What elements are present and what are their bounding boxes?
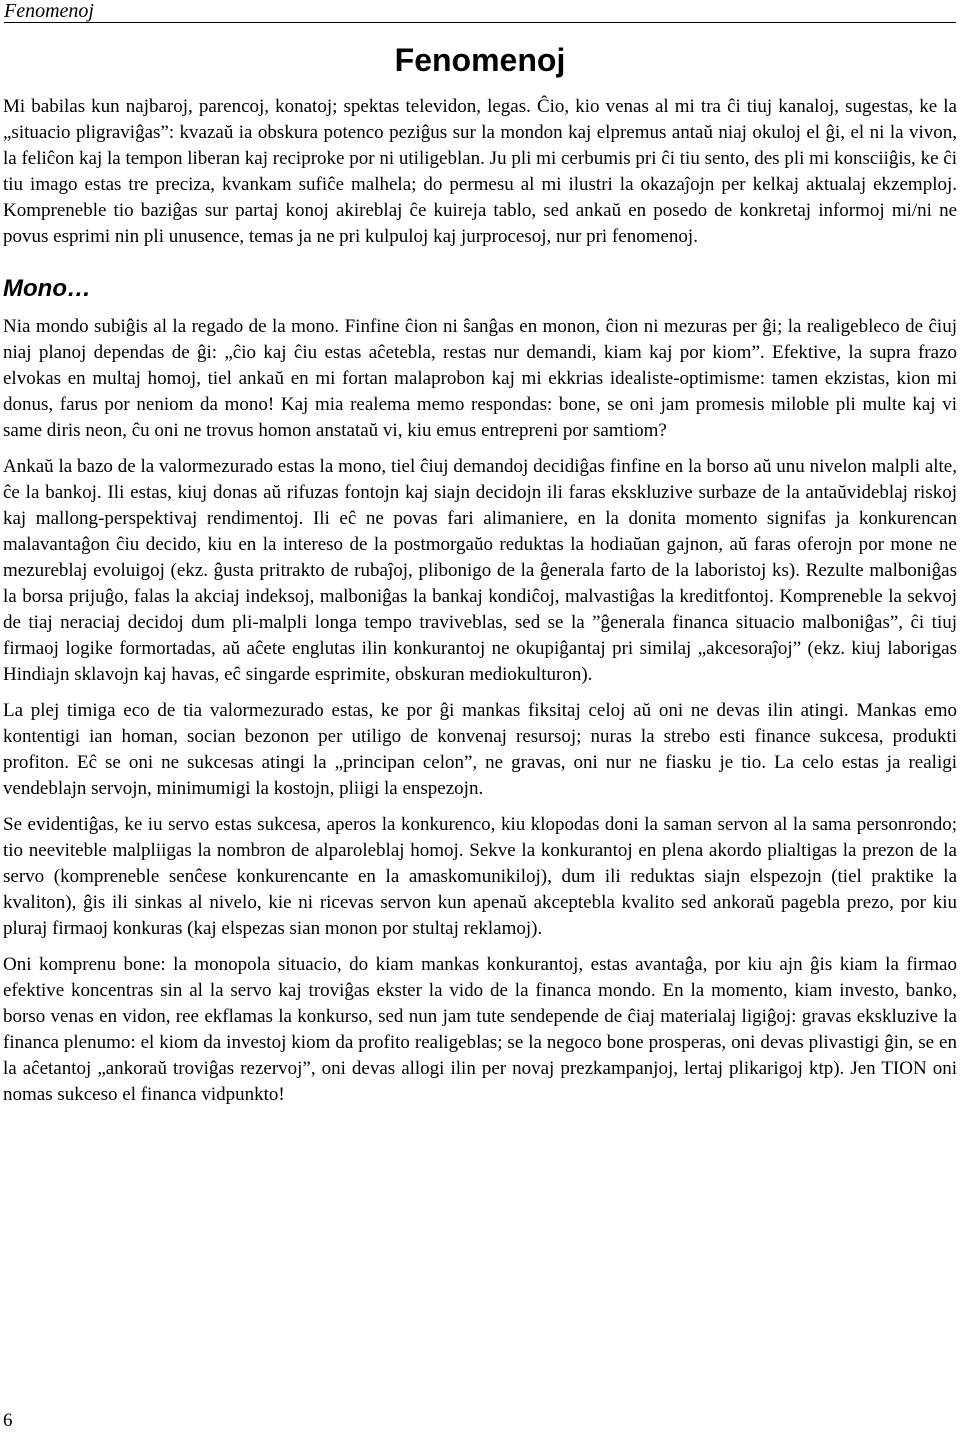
body-paragraph: Ankaŭ la bazo de la valormezurado estas la mono, tiel ĉiuj demandoj decidiĝas finfine en la borso aŭ unu nivelon malpli alte, ĉe la bankoj. Ili estas, kiuj donas aŭ rifuzas fontojn kaj siajn decidojn ili faras ekskluzive surbaze de la antaŭvideblaj riskoj kaj mallong-perspektivaj rendimentoj. Ili eĉ ne povas fari alimaniere, en la donita momento signifas ja konkurencan malavantaĝon ĉiu decido, kiu en la intereso de la postmorgaŭo reduktas la hodiaŭan gajnon, aŭ faras oferojn por mone ne mezureblaj evoluigoj (ekz. ĝusta pritrakto de rubaĵoj, plibonigo de la ĝenerala farto de la laboristoj ks). Rezulte malboniĝas la borsa prijuĝo, falas la akciaj indeksoj, malboniĝas la bankaj kondiĉoj, malvastiĝas la kreditfontoj. Kompreneble la sekvoj de tiaj neraciaj decidoj dum pli-malpli longa tempo traviveblas, sed se la ”ĝenerala financa situacio malboniĝas”, ĉi tiuj firmaoj logike formortadas, aŭ aĉete englutas ilin konkurantoj ne okupiĝantaj pri similaj „akcesoraĵoj” (ekz. kiuj laborigas Hindiajn sklavojn kaj havas, eĉ singarde esprimite, obskuran mediokulturon). — [3, 456, 957, 685]
intro-paragraph: Mi babilas kun najbaroj, parencoj, konatoj; spektas televidon, legas. Ĉio, kio venas al mi tra ĉi tiuj kanaloj, sugestas, ke la „situacio pligraviĝas”: kvazaŭ ia obskura potenco peziĝus sur la mondon kaj elpremus antaŭ niaj okuloj el ĝi, el ni la vivon, la feliĉon kaj la tempon liberan kaj reciproke por ni utiligeblan. Ju pli mi cerbumis pri ĉi tiu sento, des pli mi konsciiĝis, ke ĉi tiu imago estas tre preciza, kvankam sufiĉe malhela; do permesu al mi ilustri la okazaĵojn per kelkaj aktualaj ekzemploj. Kompreneble tio baziĝas sur partaj konoj akireblaj ĉe kuireja tablo, sed ankaŭ en posedo de konkretaj informoj mi/ni ne povus esprimi nin pli unusence, temas ja ne pri kulpuloj kaj jurprocesoj, nur pri fenomenoj. — [3, 96, 957, 247]
body-text — [3, 94, 957, 1108]
body-paragraph: Oni komprenu bone: la monopola situacio, do kiam mankas konkurantoj, estas avantaĝa, por kiu ajn ĝis kiam la firmao efektive koncentras sin al la servo kaj troviĝas ekster la vido de la financa mondo. En la momento, kiam investo, banko, borso venas en vidon, ree ekflamas la konkurso, sed nun jam tute sendepende de ĉiaj materialaj ligiĝoj: gravas ekskluzive la financa plenumo: el kiom da investoj kiom da profito realigeblas; se la negoco bone prosperas, oni devas plivastigi ĝin, se en la aĉetantoj „ankoraŭ troviĝas rezervoj”, oni devas allogi ilin per novaj prezkampanjoj, lertaj plikarigoj ktp). Jen TION oni nomas sukceso el financa vidpunkto! — [3, 954, 957, 1105]
page-number: 6 — [3, 1410, 13, 1431]
body-paragraph: La plej timiga eco de tia valormezurado estas, ke por ĝi mankas fiksitaj celoj aŭ oni ne devas ilin atingi. Mankas emo kontentigi ian homan, socian bezonon per utiligo de konvenaj resursoj; nuras la strebo esti finance sukcesa, produkti profiton. Eĉ se oni ne sukcesas atingi la „principan celon”, ne gravas, oni nur ne fiasku je tio. La celo estas ja realigi vendeblajn servojn, minimumigi la kostojn, pliigi la enspezojn. — [3, 700, 957, 799]
running-header-title: Fenomenoj — [4, 0, 94, 22]
body-paragraph: Nia mondo subiĝis al la regado de la mono. Finfine ĉion ni ŝanĝas en monon, ĉion ni mezuras per ĝi; la realigebleco de ĉiuj niaj planoj dependas de ĝi: „ĉio kaj ĉiu estas aĉetebla, restas nur demandi, kiam kaj por kiom”. Efektive, la supra frazo elvokas en multaj homoj, tiel ankaŭ en mi fortan malaprobon kaj mi ekkrias idealiste-optimisme: tamen ekzistas, kion mi donus, farus por neniom da mono! Kaj mia realema memo respondas: bone, se oni jam promesis miloble pli multe kaj vi same diris neon, ĉu oni ne trovus homon anstataŭ vi, kiu emus entrepreni por samtiom? — [3, 316, 957, 441]
section-heading: Mono… — [3, 275, 91, 302]
running-header — [4, 0, 956, 23]
body-paragraph: Se evidentiĝas, ke iu servo estas sukcesa, aperos la konkurenco, kiu klopodas doni la saman servon al la sama personrondo; tio neeviteble malpliigas la nombron de alparoleblaj homoj. Sekve la konkurantoj en plena akordo plialtigas la prezon de la servo (kompreneble senĉese konkurencante en la amaskomunikiloj), dum ili reduktas siajn elspezojn (tiel praktike la kvaliton), ĝis ili sinkas al nivelo, kie ni ricevas servon kun apenaŭ akceptebla kvalito sed ankoraŭ pagebla prezo, por kiu pluraj firmaoj konkuras (kaj elspezas sian monon por stultaj reklamoj). — [3, 814, 957, 939]
page-title: Fenomenoj — [394, 42, 566, 78]
